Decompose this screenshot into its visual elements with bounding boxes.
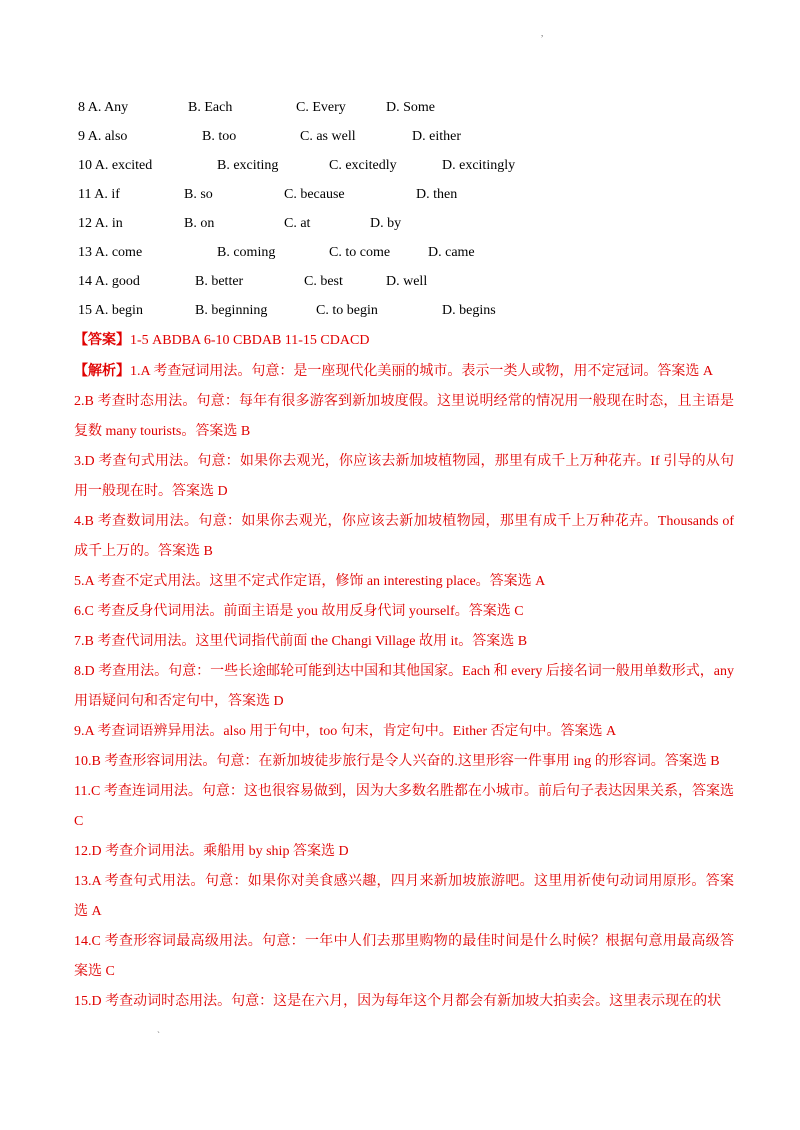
analysis-item: 10.B 考查形容词用法。句意：在新加坡徒步旅行是令人兴奋的.这里形容一件事用 ing 的形容词。答案选 B (74, 754, 720, 769)
option-a: 12 A. in (78, 216, 123, 231)
option-d: D. came (428, 245, 475, 260)
option-b: B. better (195, 274, 244, 289)
analysis-label: 【解析】 (74, 364, 130, 379)
option-d: D. either (412, 129, 461, 144)
option-b: B. beginning (195, 303, 268, 318)
option-d: D. excitingly (442, 158, 516, 173)
answer-label: 【答案】 (74, 333, 130, 348)
analysis-item: 7.B 考查代词用法。这里代词指代前面 the Changi Village 故用 it。答案选 B (74, 634, 528, 649)
option-b: B. exciting (217, 158, 279, 173)
analysis-section (74, 357, 734, 1017)
answer-text: 1-5 ABDBA 6-10 CBDAB 11-15 CDACD (130, 333, 370, 348)
option-c: C. best (304, 274, 343, 289)
option-d: D. then (416, 187, 458, 202)
option-a: 13 A. come (78, 245, 143, 260)
option-b: B. so (184, 187, 213, 202)
option-c: C. to begin (316, 303, 378, 318)
analysis-item: 15.D 考查动词时态用法。句意：这是在六月，因为每年这个月都会有新加坡大拍卖会。这里表示现在的状 (74, 994, 722, 1009)
option-d: D. begins (442, 303, 496, 318)
option-c: C. at (284, 216, 311, 231)
analysis-item: 5.A 考查不定式用法。这里不定式作定语，修饰 an interesting place。答案选 A (74, 574, 546, 589)
option-c: C. Every (296, 100, 346, 115)
option-a: 10 A. excited (78, 158, 153, 173)
option-c: C. because (284, 187, 345, 202)
option-b: B. too (202, 129, 237, 144)
option-d: D. Some (386, 100, 435, 115)
option-a: 8 A. Any (78, 100, 129, 115)
analysis-item: 9.A 考查词语辨异用法。also 用于句中，too 句末，肯定句中。Either 否定句中。答案选 A (74, 724, 617, 739)
option-d: D. by (370, 216, 402, 231)
option-a: 11 A. if (78, 187, 120, 202)
analysis-item: 12.D 考查介词用法。乘船用 by ship 答案选 D (74, 844, 349, 859)
option-c: C. as well (300, 129, 356, 144)
analysis-item: 4.B 考查数词用法。句意：如果你去观光，你应该去新加坡植物园，那里有成千上万种花卉。Thousands of 成千上万的。答案选 B (74, 514, 734, 559)
option-a: 9 A. also (78, 129, 128, 144)
analysis-item: 【解析】1.A 考查冠词用法。句意：是一座现代化美丽的城市。表示一类人或物，用不定冠词。答案选 A (74, 364, 713, 379)
answer-line (74, 329, 369, 353)
option-c: C. to come (329, 245, 391, 260)
option-b: B. on (184, 216, 215, 231)
scan-mark: ` (157, 1030, 160, 1040)
analysis-item: 11.C 考查连词用法。句意：这也很容易做到，因为大多数名胜都在小城市。前后句子表达因果关系，答案选 C (74, 784, 734, 829)
option-c: C. excitedly (329, 158, 397, 173)
scan-mark: , (541, 28, 544, 38)
option-a: 15 A. begin (78, 303, 143, 318)
analysis-item: 3.D 考查句式用法。句意：如果你去观光，你应该去新加坡植物园，那里有成千上万种花卉。If 引导的从句用一般现在时。答案选 D (74, 454, 734, 499)
analysis-item: 14.C 考查形容词最高级用法。句意：一年中人们去那里购物的最佳时间是什么时候？根据句意用最高级答案选 C (74, 934, 734, 979)
analysis-item: 8.D 考查用法。句意：一些长途邮轮可能到达中国和其他国家。Each 和 every 后接名词一般用单数形式，any 用语疑问句和否定句中，答案选 D (74, 664, 734, 709)
analysis-item: 2.B 考查时态用法。句意：每年有很多游客到新加坡度假。这里说明经常的情况用一般现在时态，且主语是复数 many tourists。答案选 B (74, 394, 734, 439)
analysis-item: 13.A 考查句式用法。句意：如果你对美食感兴趣，四月来新加坡旅游吧。这里用祈使句动词用原形。答案选 A (74, 874, 734, 919)
analysis-item: 6.C 考查反身代词用法。前面主语是 you 故用反身代词 yourself。答案选 C (74, 604, 524, 619)
option-a: 14 A. good (78, 274, 140, 289)
option-d: D. well (386, 274, 428, 289)
option-b: B. Each (188, 100, 233, 115)
option-b: B. coming (217, 245, 276, 260)
